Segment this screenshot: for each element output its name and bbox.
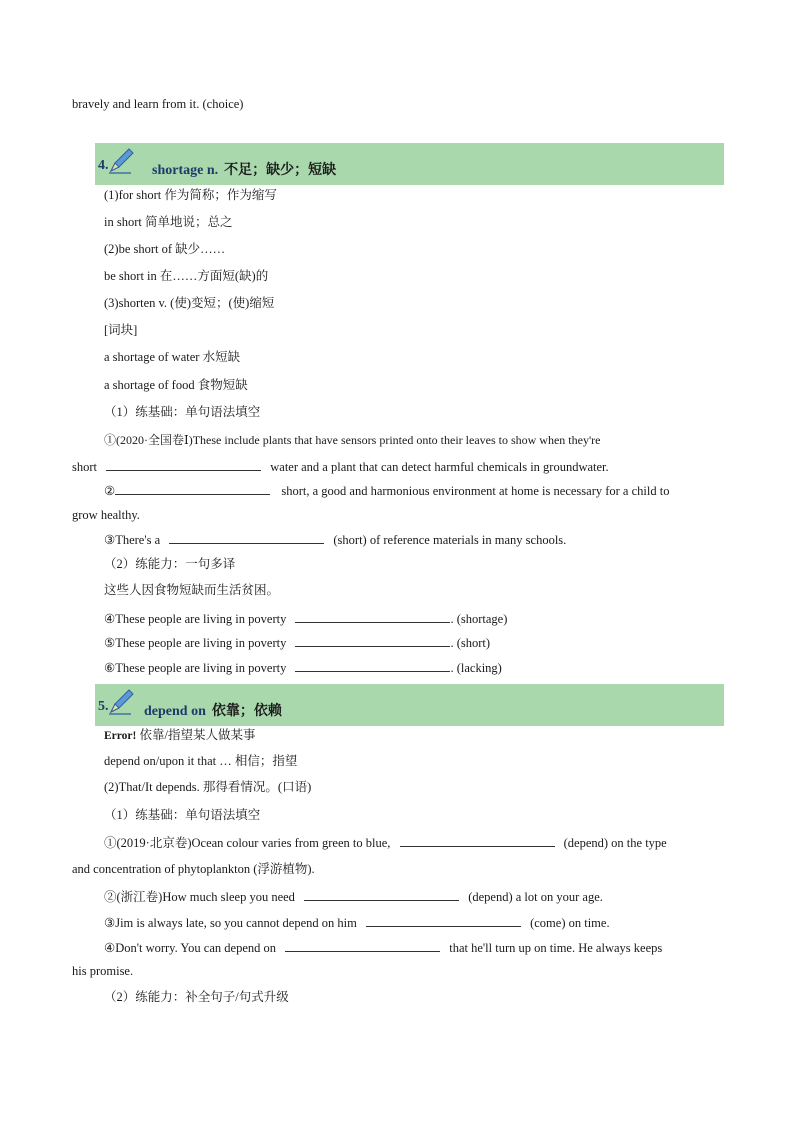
question-4-line-a — [104, 939, 662, 956]
question-text: short, a good and harmonious environment at home is necessary for a child to — [281, 484, 670, 498]
chinese-sentence: 这些人因食物短缺而生活贫困。 — [104, 583, 280, 597]
question-2-line — [104, 888, 603, 905]
error-text: 依靠/指望某人做某事 — [139, 728, 256, 742]
continued-line: bravely and learn from it. (choice) — [72, 97, 244, 111]
answer-blank[interactable] — [115, 482, 270, 495]
question-text: (come) on time. — [530, 916, 610, 930]
note-line: in short 简单地说；总之 — [104, 215, 233, 229]
question-text: ⑥These people are living in poverty — [104, 661, 287, 675]
pencil-icon — [107, 147, 135, 175]
question-text: ④These people are living in poverty — [104, 612, 287, 626]
question-text: ①(2019·北京卷)Ocean colour varies from green to blue, — [104, 836, 391, 850]
answer-blank[interactable] — [400, 834, 555, 847]
question-text: ④Don't worry. You can depend on — [104, 941, 277, 955]
question-text: (depend) a lot on your age. — [468, 890, 603, 904]
question-1-line-b — [72, 458, 609, 475]
answer-blank[interactable] — [169, 531, 324, 544]
answer-blank[interactable] — [285, 939, 440, 952]
question-6-line — [104, 659, 502, 676]
question-5-line — [104, 634, 490, 651]
question-text: ⑤These people are living in poverty — [104, 636, 287, 650]
answer-blank[interactable] — [295, 610, 450, 623]
question-text: (short) of reference materials in many schools. — [333, 533, 567, 547]
exercise-heading: （1）练基础：单句语法填空 — [104, 808, 261, 822]
section-5-number: 5. — [98, 699, 109, 714]
answer-blank[interactable] — [295, 634, 450, 647]
question-text: . (lacking) — [450, 661, 502, 675]
note-line: (2)be short of 缺少…… — [104, 242, 226, 256]
question-text: that he'll turn up on time. He always keeps — [449, 941, 663, 955]
question-4-line-b: his promise. — [72, 964, 134, 978]
section-5-word: depend on — [144, 704, 206, 719]
note-line: (3)shorten v. (使)变短；(使)缩短 — [104, 296, 275, 310]
question-1-line-a — [104, 834, 667, 851]
note-line: be short in 在……方面短(缺)的 — [104, 269, 269, 283]
question-2-line-a — [104, 482, 669, 499]
answer-blank[interactable] — [106, 458, 261, 471]
note-line: (1)for short 作为简称；作为缩写 — [104, 188, 277, 202]
question-2-line-b: grow healthy. — [72, 508, 140, 522]
section-4-title — [152, 159, 336, 179]
section-4-number: 4. — [98, 158, 109, 173]
note-line: [词块] — [104, 323, 138, 337]
note-line: (2)That/It depends. 那得看情况。(口语) — [104, 780, 312, 794]
question-text: water and a plant that can detect harmful chemicals in groundwater. — [270, 460, 609, 474]
question-text: short — [72, 460, 97, 474]
answer-blank[interactable] — [295, 659, 450, 672]
question-text: ② — [104, 484, 116, 498]
question-3-line — [104, 914, 610, 931]
pencil-icon — [107, 688, 135, 716]
exercise-heading: （2）练能力：一句多译 — [104, 557, 236, 571]
question-text: . (shortage) — [450, 612, 508, 626]
question-1-line-b: and concentration of phytoplankton (浮游植物). — [72, 862, 315, 876]
exercise-heading: （2）练能力：补全句子/句式升级 — [104, 990, 289, 1004]
question-text: ③There's a — [104, 533, 161, 547]
answer-blank[interactable] — [366, 914, 521, 927]
question-4-line — [104, 610, 507, 627]
note-line: depend on/upon it that … 相信；指望 — [104, 754, 298, 768]
section-4-meaning: 不足；缺少；短缺 — [224, 163, 337, 178]
question-3-line — [104, 531, 566, 548]
section-5-title — [144, 700, 282, 720]
question-1-line-a: ①(2020·全国卷Ⅰ)These include plants that have sensors printed onto their leaves to show when they're — [104, 433, 601, 447]
error-line — [104, 727, 255, 744]
note-line: a shortage of water 水短缺 — [104, 350, 241, 364]
section-5-banner — [95, 684, 724, 726]
exercise-heading: （1）练基础：单句语法填空 — [104, 405, 261, 419]
error-label: Error! — [104, 730, 137, 742]
question-text: . (short) — [450, 636, 491, 650]
question-text: (depend) on the type — [563, 836, 667, 850]
note-line: a shortage of food 食物短缺 — [104, 378, 248, 392]
question-text: ③Jim is always late, so you cannot depend on him — [104, 916, 357, 930]
question-text: ②(浙江卷)How much sleep you need — [104, 890, 295, 904]
answer-blank[interactable] — [304, 888, 459, 901]
section-4-banner — [95, 143, 724, 185]
section-5-meaning: 依靠；依赖 — [211, 704, 282, 719]
section-4-word: shortage n. — [152, 163, 219, 178]
